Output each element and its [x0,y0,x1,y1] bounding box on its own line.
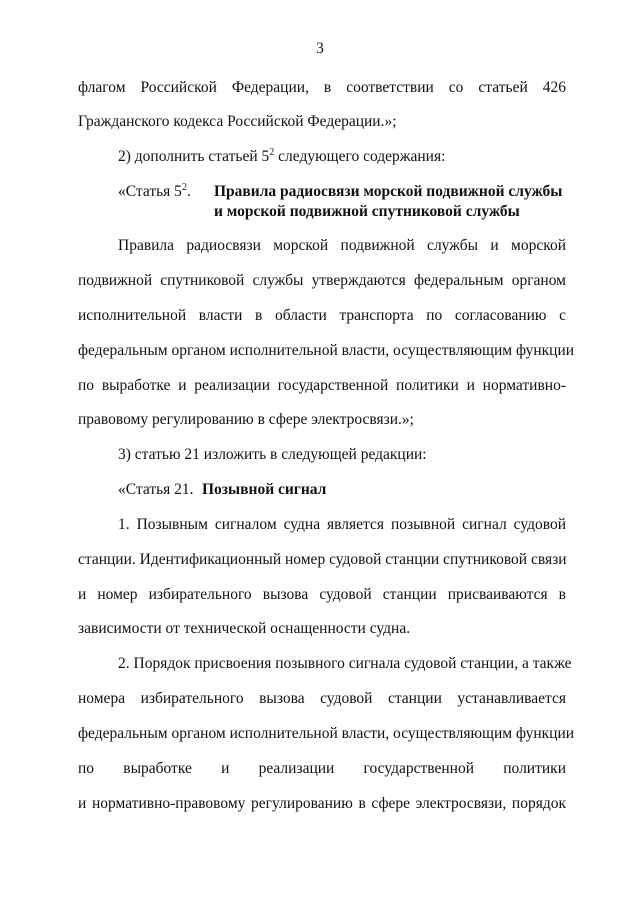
text-line: по выработке и реализации государственной политики [78,760,566,777]
label-text: «Статья 5 [118,183,182,200]
text-line: Правила радиосвязи морской подвижной службы и морской [118,237,566,254]
title-line: Правила радиосвязи морской подвижной службы [214,183,563,200]
text-line: 2. Порядок присвоения позывного сигнала судовой станции, а также [118,655,572,672]
text-line: по выработке и реализации государственной политики и нормативно- [78,377,566,394]
title-line: и морской подвижной спутниковой службы [214,203,520,220]
text-line: и номер избирательного вызова судовой станции присваиваются в [78,586,566,603]
text-line: 3) статью 21 изложить в следующей редакции: [118,446,427,463]
text-line: номера избирательного вызова судовой станции устанавливается [78,690,566,707]
superscript: 2 [269,146,275,158]
article-label: «Статья 21. [118,481,194,498]
label-dot: . [186,183,191,200]
text-line: Гражданского кодекса Российской Федерации.»; [78,113,397,130]
article-title: Позывной сигнал [202,481,327,498]
article-label [118,182,214,202]
text-fragment: следующего содержания: [274,148,446,165]
text-line: федеральным органом исполнительной власти, осуществляющим функции [78,725,575,742]
text-line: станции. Идентификационный номер судовой станции спутниковой связи [78,551,567,568]
page-number: 3 [316,40,324,57]
text-line: зависимости от технической оснащенности судна. [78,620,411,637]
article-21-heading [118,480,578,500]
text-line: федеральным органом исполнительной власти, осуществляющим функции [78,342,575,359]
text-line: правовому регулированию в сфере электросвязи.»; [78,411,414,428]
text-line: исполнительной власти в области транспорта по согласованию с [78,307,566,324]
text-fragment: 2) дополнить статьей 5 [118,148,270,165]
text-line: подвижной спутниковой службы утверждаются федеральным органом [78,272,566,289]
superscript: 2 [181,181,187,193]
article-5-2-heading [118,181,578,220]
text-line: и нормативно-правовому регулированию в сфере электросвязи, порядок [78,795,566,812]
text-line [118,147,566,167]
text-line: флагом Российской Федерации, в соответствии со статьей 426 [78,79,566,96]
article-title [214,182,562,222]
text-line: 1. Позывным сигналом судна является позывной сигнал судовой [118,516,566,533]
